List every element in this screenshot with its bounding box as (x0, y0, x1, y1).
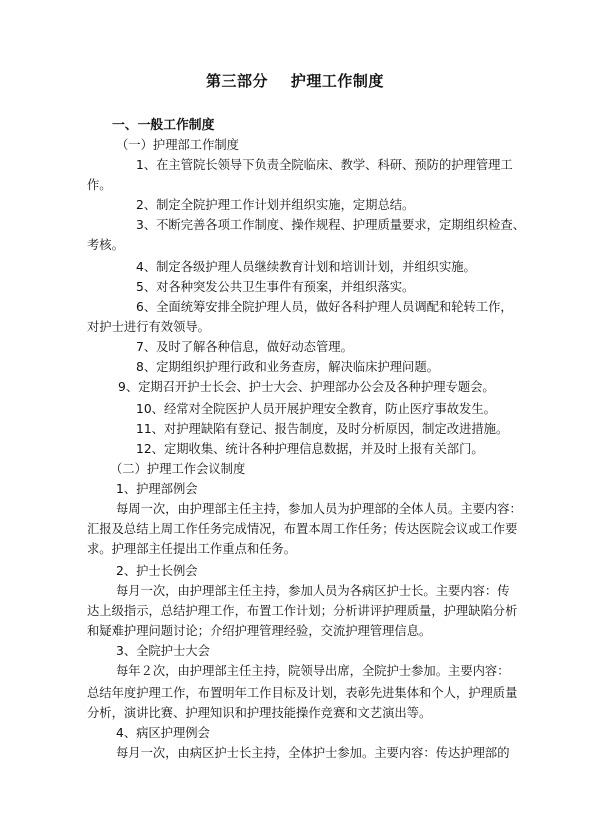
paragraph-line: 对护士进行有效领导。 (87, 320, 210, 334)
paragraph-line: 6、全面统筹安排全院护理人员，做好各科护理人员调配和轮转工作， (136, 300, 513, 314)
paragraph-line: 和疑难护理问题讨论；介绍护理管理经验，交流护理管理信息。 (87, 624, 432, 638)
paragraph-line: 12、定期收集、统计各种护理信息数据，并及时上报有关部门。 (136, 442, 484, 456)
paragraph-line: 7、及时了解各种信息，做好动态管理。 (136, 340, 353, 354)
paragraph-line: 9、定期召开护士长会、护士大会、护理部办公会及各种护理专题会。 (118, 380, 495, 394)
paragraph-line: 每月一次，由病区护士长主持，全体护士参加。主要内容：传达护理部的 (116, 746, 510, 760)
paragraph-line: 每年２次，由护理部主任主持，院领导出席，全院护士参加。主要内容： (116, 664, 510, 678)
paragraph-line: 4、制定各级护理人员继续教育计划和培训计划，并组织实施。 (136, 260, 476, 274)
paragraph-line: 每月一次，由护理部主任主持，参加人员为各病区护士长。主要内容：传 (116, 584, 510, 598)
subsection-heading: （二）护理工作会议制度 (110, 462, 246, 476)
item-heading: 3、全院护士大会 (116, 644, 210, 658)
paragraph-line: 分析，演讲比赛、护理知识和护理技能操作竞赛和文艺演出等。 (87, 706, 432, 720)
paragraph-line: 每周一次，由护理部主任主持，参加人员为护理部的全体人员。主要内容： (116, 502, 522, 516)
paragraph-line: 作。 (87, 178, 112, 192)
document-title: 第三部分 护理工作制度 (206, 72, 384, 90)
paragraph-line: 11、对护理缺陷有登记、报告制度，及时分析原因，制定改进措施。 (136, 422, 509, 436)
paragraph-line: 汇报及总结上周工作任务完成情况，布置本周工作任务；传达医院会议或工作要 (87, 522, 518, 536)
item-heading: 1、护理部例会 (116, 482, 198, 496)
paragraph-line: 1、在主管院长领导下负责全院临床、教学、科研、预防的护理管理工 (136, 158, 513, 172)
paragraph-line: 求。护理部主任提出工作重点和任务。 (87, 542, 297, 556)
paragraph-line: 达上级指示，总结护理工作，布置工作计划；分析讲评护理质量，护理缺陷分析 (87, 604, 518, 618)
paragraph-line: 5、对各种突发公共卫生事件有预案，并组织落实。 (136, 280, 415, 294)
paragraph-line: 8、定期组织护理行政和业务查房，解决临床护理问题。 (136, 360, 439, 374)
paragraph-line: 10、经常对全院医护人员开展护理安全教育，防止医疗事故发生。 (136, 402, 496, 416)
item-heading: 4、病区护理例会 (116, 726, 210, 740)
paragraph-line: 2、制定全院护理工作计划并组织实施，定期总结。 (136, 198, 415, 212)
section-heading: 一、一般工作制度 (112, 118, 215, 133)
paragraph-line: 总结年度护理工作，布置明年工作目标及计划，表彰先进集体和个人，护理质量 (87, 686, 518, 700)
subsection-heading: （一）护理部工作制度 (116, 138, 239, 152)
paragraph-line: 3、不断完善各项工作制度、操作规程、护理质量要求，定期组织检查、 (136, 218, 526, 232)
item-heading: 2、护士长例会 (116, 564, 198, 578)
paragraph-line: 考核。 (87, 238, 124, 252)
